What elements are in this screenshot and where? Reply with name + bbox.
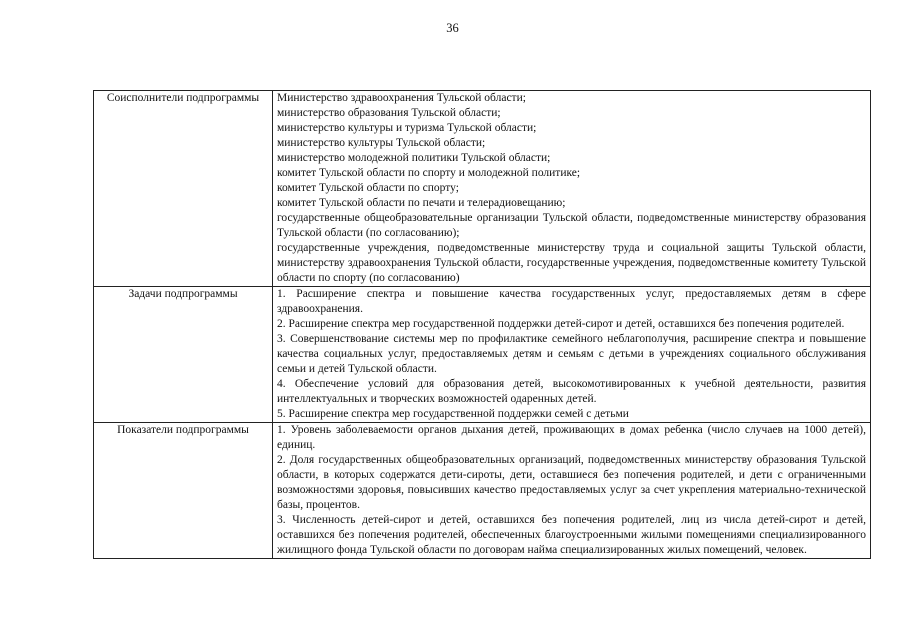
table-row-tasks: [94, 287, 871, 423]
table-row-coexecutors: [94, 91, 871, 287]
content-line: 2. Доля государственных общеобразовательных организаций, подведомственных министерству образования Тульской области, в которых содержатся дети-сироты, дети, оставшиеся без попечения родителей, и дети с ограниченными возможностями здоровья, повысивших качество предоставляемых услуг за счет укрепления материально-технической базы, процентов.: [277, 454, 866, 511]
content-line: 1. Уровень заболеваемости органов дыхания детей, проживающих в домах ребенка (число случаев на 1000 детей), единиц.: [277, 424, 866, 451]
content-line: 3. Численность детей-сирот и детей, оставшихся без попечения родителей, лиц из числа детей-сирот и детей, оставшихся без попечения родителей, обеспеченных благоустроенными жилыми помещениями специализированного жилищного фонда Тульской области по договорам найма специализированных жилых помещений, человек.: [277, 514, 866, 556]
content-line: министерство образования Тульской области;: [277, 107, 501, 119]
content-line: министерство культуры и туризма Тульской области;: [277, 122, 537, 134]
content-line: 5. Расширение спектра мер государственной поддержки семей с детьми: [277, 408, 629, 420]
subprogram-passport-table: [93, 90, 871, 559]
row-label: Соисполнители подпрограммы: [94, 91, 273, 287]
page-number: 36: [446, 21, 459, 35]
content-line: 3. Совершенствование системы мер по профилактике семейного неблагополучия, расширение спектра и повышение качества социальных услуг, предоставляемых детям и семьям с детьми в учреждениях социального обслуживания семьи и детей Тульской области.: [277, 333, 866, 375]
table-row-indicators: [94, 423, 871, 559]
content-line: комитет Тульской области по спорту;: [277, 182, 459, 194]
content-line: 4. Обеспечение условий для образования детей, высокомотивированных к учебной деятельности, развития интеллектуальных и творческих возможностей одаренных детей.: [277, 378, 866, 405]
content-line: министерство молодежной политики Тульской области;: [277, 152, 551, 164]
content-line: 1. Расширение спектра и повышение качества государственных услуг, предоставляемых детям в сфере здравоохранения.: [277, 288, 866, 315]
row-content: [273, 287, 871, 423]
content-line: государственные общеобразовательные организации Тульской области, подведомственные министерству образования Тульской области (по согласованию);: [277, 212, 866, 239]
row-label: Задачи подпрограммы: [94, 287, 273, 423]
row-label: Показатели подпрограммы: [94, 423, 273, 559]
content-line: государственные учреждения, подведомственные министерству труда и социальной защиты Тульской области, министерству здравоохранения Тульской области, государственные учреждения, подведомственные комитету Тульской области по спорту (по согласованию): [277, 242, 866, 284]
content-line: комитет Тульской области по спорту и молодежной политике;: [277, 167, 581, 179]
row-content: [273, 91, 871, 287]
content-line: министерство культуры Тульской области;: [277, 137, 486, 149]
content-line: 2. Расширение спектра мер государственной поддержки детей-сирот и детей, оставшихся без попечения родителей.: [277, 318, 845, 330]
content-line: комитет Тульской области по печати и телерадиовещанию;: [277, 197, 566, 209]
row-content: [273, 423, 871, 559]
content-line: Министерство здравоохранения Тульской области;: [277, 92, 526, 104]
